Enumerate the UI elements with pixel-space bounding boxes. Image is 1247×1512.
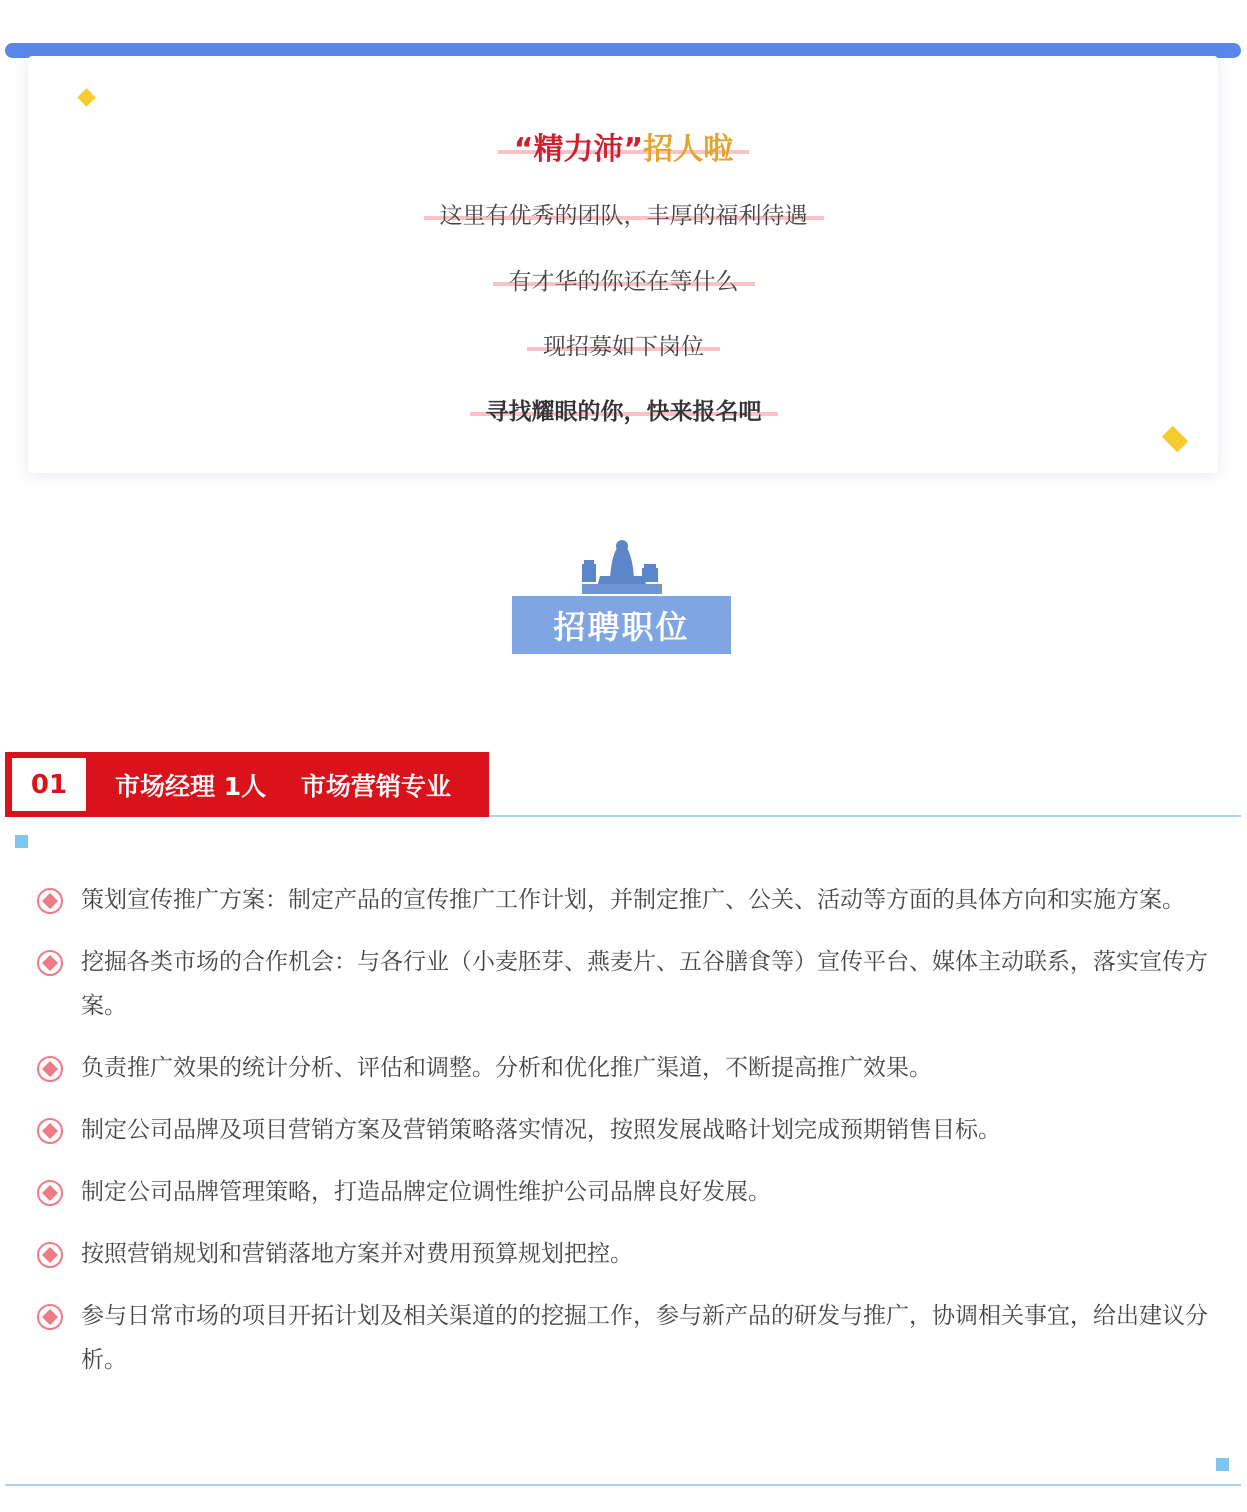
square-decoration-icon (15, 835, 28, 848)
duty-text: 挖掘各类市场的合作机会：与各行业（小麦胚芽、燕麦片、五谷膳食等）宣传平台、媒体主动联系，落实宣传方案。 (81, 949, 1208, 1019)
job-duty-list (36, 878, 1216, 1382)
list-item (36, 1294, 1216, 1382)
intro-line (0, 263, 1247, 296)
intro-line (0, 197, 1247, 230)
intro-line-text: 有才华的你还在等什么 (493, 263, 755, 296)
duty-text: 制定公司品牌管理策略，打造品牌定位调性维护公司品牌良好发展。 (81, 1179, 771, 1205)
duty-text: 制定公司品牌及项目营销方案及营销策略落实情况，按照发展战略计划完成预期销售目标。 (81, 1117, 1001, 1143)
diamond-bullet-icon (36, 1055, 64, 1083)
duty-text: 参与日常市场的项目开拓计划及相关渠道的的挖掘工作，参与新产品的研发与推广，协调相关事宜，给出建议分析。 (81, 1303, 1208, 1373)
list-item (36, 940, 1216, 1028)
list-item (36, 1108, 1216, 1152)
job-header (5, 752, 489, 817)
diamond-bullet-icon (36, 949, 64, 977)
bottom-divider (5, 1484, 1241, 1486)
recruit-figures-icon (582, 538, 662, 594)
intro-title-suffix: 招人啦 (643, 132, 734, 167)
intro-line-text: 寻找耀眼的你，快来报名吧 (470, 393, 778, 426)
intro-line-text: 现招募如下岗位 (527, 328, 720, 361)
duty-text: 按照营销规划和营销落地方案并对费用预算规划把控。 (81, 1241, 633, 1267)
square-decoration-icon (1216, 1458, 1229, 1471)
header-divider (489, 815, 1241, 817)
list-item (36, 878, 1216, 922)
list-item (36, 1170, 1216, 1214)
intro-line-emphasis (0, 393, 1247, 426)
intro-title-quote: “精力沛” (513, 132, 644, 167)
section-label-plate (512, 596, 731, 654)
diamond-bullet-icon (36, 887, 64, 915)
list-item (36, 1232, 1216, 1276)
diamond-bullet-icon (36, 1303, 64, 1331)
duty-text: 负责推广效果的统计分析、评估和调整。分析和优化推广渠道，不断提高推广效果。 (81, 1055, 932, 1081)
intro-line (0, 328, 1247, 361)
section-label: 招聘职位 (553, 608, 690, 646)
intro-title (0, 124, 1247, 168)
duty-text: 策划宣传推广方案：制定产品的宣传推广工作计划，并制定推广、公关、活动等方面的具体方向和实施方案。 (81, 887, 1185, 913)
intro-line-text: 这里有优秀的团队，丰厚的福利待遇 (424, 197, 824, 230)
job-title: 市场经理 1人 市场营销专业 (115, 772, 451, 801)
job-number-badge: 01 (12, 758, 86, 811)
recruit-section-logo (512, 538, 731, 656)
list-item (36, 1046, 1216, 1090)
diamond-bullet-icon (36, 1117, 64, 1145)
diamond-bullet-icon (36, 1179, 64, 1207)
diamond-bullet-icon (36, 1241, 64, 1269)
